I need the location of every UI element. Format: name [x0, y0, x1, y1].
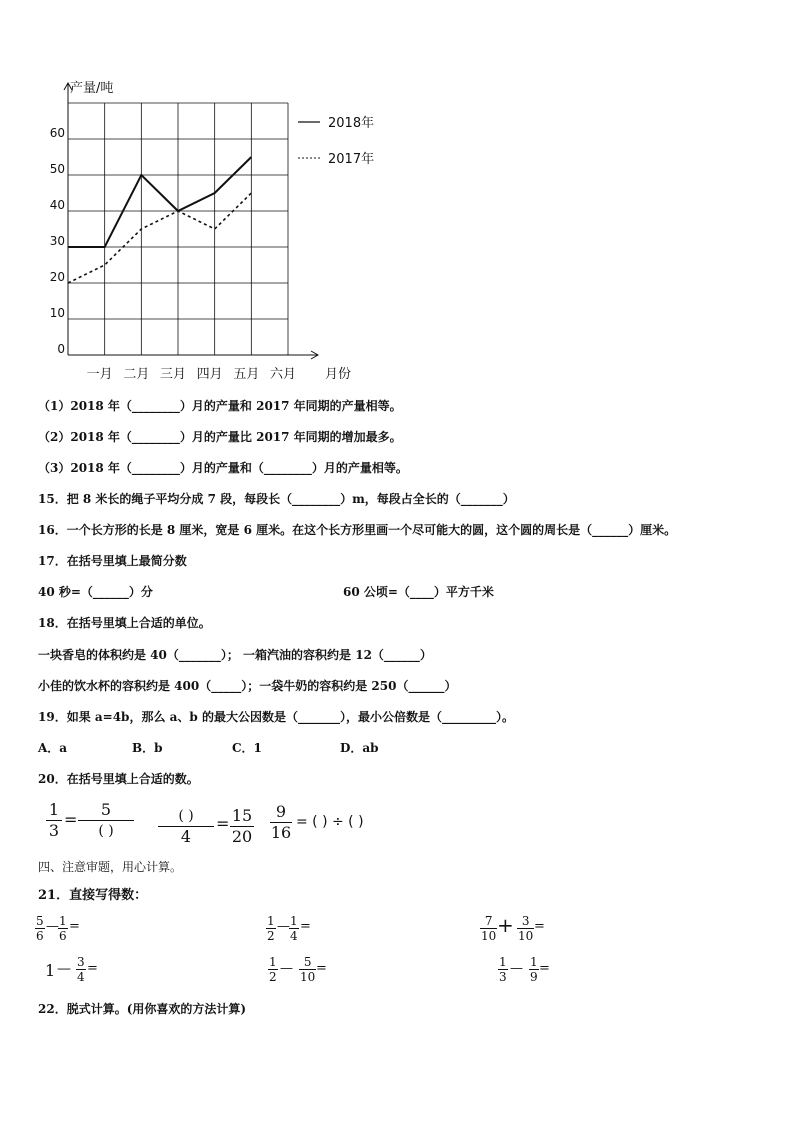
- frac-den: 2: [269, 970, 277, 984]
- question-17-left: 40 秒=（______）分: [38, 585, 153, 599]
- question-18-title: 18．在括号里填上合适的单位。: [38, 616, 211, 630]
- x-axis-label: 月份: [325, 367, 352, 382]
- y-tick-label: 40: [49, 198, 65, 212]
- frac-den: 9: [530, 970, 538, 984]
- x-category-label: 六月: [269, 367, 297, 382]
- question-22-title: 22．脱式计算。(用你喜欢的方法计算): [38, 1002, 247, 1016]
- x-category-label: 二月: [123, 367, 150, 382]
- chart-question-3: （3）2018 年（________）月的产量和（________）月的产量相等。: [38, 461, 408, 475]
- eq2-rnum: 15: [231, 806, 253, 825]
- frac-den: 2: [267, 929, 275, 943]
- operator: —: [46, 919, 59, 934]
- operator: +: [497, 913, 514, 937]
- equals: =: [316, 961, 327, 976]
- frac-num: 7: [480, 914, 497, 929]
- question-17-right: 60 公顷=（____）平方千米: [343, 585, 494, 599]
- chart-grid: [68, 103, 288, 355]
- question-18-line-1: 一块香皂的体积约是 40（_______）； 一箱汽油的容积约是 12（______）: [38, 648, 432, 662]
- y-tick-label: 30: [49, 234, 65, 248]
- question-16: 16．一个长方形的长是 8 厘米，宽是 6 厘米。在这个长方形里画一个尽可能大的圆，这个圆的周长是（______）厘米。: [38, 523, 677, 537]
- frac-num: 1: [499, 955, 507, 969]
- question-19-title: 19．如果 a=4b，那么 a、b 的最大公因数是（_______），最小公倍数是（_________）。: [38, 710, 514, 724]
- series-line-2017年: [68, 193, 251, 283]
- frac-den: 10: [518, 929, 534, 943]
- frac-num: 1: [267, 914, 275, 928]
- legend-label: 2018年: [328, 116, 375, 131]
- question-17-title: 17．在括号里填上最简分数: [38, 554, 187, 568]
- eq3-rhs: = ( ) ÷ ( ): [296, 814, 364, 830]
- y-tick-label: 50: [49, 162, 65, 176]
- option-b: B．b: [132, 741, 163, 755]
- frac-den: 10: [300, 970, 316, 984]
- option-d: D．ab: [340, 741, 379, 755]
- x-category-label: 一月: [86, 367, 113, 382]
- y-tick-label: 0: [57, 342, 65, 356]
- line-chart: [30, 75, 390, 385]
- eq1-den: 3: [48, 821, 60, 840]
- chart-ticks: [50, 80, 351, 382]
- frac-num: 5: [36, 914, 44, 928]
- operator: —: [277, 919, 290, 934]
- eq3-num: 9: [270, 802, 292, 823]
- chart-axes: [64, 83, 318, 359]
- frac-num: 1: [290, 914, 298, 928]
- y-axis-label: 产量/吨: [70, 81, 114, 96]
- option-c: C．1: [232, 741, 262, 755]
- eq1-rden: ( ): [98, 823, 114, 839]
- x-category-label: 五月: [233, 367, 260, 382]
- eq1-num: 1: [46, 800, 62, 821]
- x-category-label: 四月: [196, 367, 223, 382]
- question-18-line-2: 小佳的饮水杯的容积约是 400（_____）；一袋牛奶的容积约是 250（______）: [38, 679, 457, 693]
- chart-question-1: （1）2018 年（________）月的产量和 2017 年同期的产量相等。: [38, 399, 402, 413]
- question-21-title: 21．直接写得数：: [38, 888, 148, 903]
- whole-number: 1: [45, 961, 56, 980]
- equals: =: [69, 919, 80, 934]
- equals: =: [534, 919, 545, 934]
- series-line-2018年: [68, 157, 251, 247]
- frac-den: 6: [36, 929, 44, 943]
- y-tick-label: 20: [49, 270, 65, 284]
- section-4-heading: 四、注意审题，用心计算。: [38, 860, 183, 874]
- legend-label: 2017年: [328, 152, 375, 167]
- frac-num: 3: [77, 955, 85, 969]
- operator: —: [57, 961, 71, 977]
- equals: =: [539, 961, 550, 976]
- eq2-den: 4: [180, 827, 192, 846]
- frac-den: 4: [290, 929, 298, 943]
- option-a: A．a: [38, 741, 68, 755]
- y-tick-label: 10: [49, 306, 65, 320]
- frac-den: 6: [59, 929, 67, 943]
- eq2-rden: 20: [231, 827, 253, 846]
- frac-den: 3: [499, 970, 507, 984]
- chart-question-2: （2）2018 年（________）月的产量比 2017 年同期的增加最多。: [38, 430, 402, 444]
- equals: =: [87, 961, 98, 976]
- x-category-label: 三月: [159, 367, 187, 382]
- chart-legend: [298, 115, 374, 167]
- eq1-rnum: 5: [78, 800, 134, 821]
- eq1-equals: =: [64, 810, 78, 829]
- operator: —: [280, 961, 293, 976]
- frac-num: 1: [530, 955, 538, 969]
- chart-series: [68, 157, 251, 283]
- frac-num: 1: [269, 955, 277, 969]
- frac-num: 3: [517, 914, 534, 929]
- question-20-title: 20．在括号里填上合适的数。: [38, 772, 199, 786]
- frac-num: 1: [59, 914, 67, 928]
- operator: —: [510, 961, 523, 976]
- y-tick-label: 60: [49, 126, 65, 140]
- equals: =: [300, 919, 311, 934]
- frac-num: 5: [299, 955, 316, 970]
- eq2-equals: =: [216, 814, 230, 833]
- eq3-den: 16: [270, 823, 292, 842]
- eq2-num: ( ): [158, 806, 214, 827]
- question-15: 15．把 8 米长的绳子平均分成 7 段，每段长（________）m，每段占全长的（_______）: [38, 492, 515, 506]
- frac-den: 4: [77, 970, 85, 984]
- frac-den: 10: [481, 929, 497, 943]
